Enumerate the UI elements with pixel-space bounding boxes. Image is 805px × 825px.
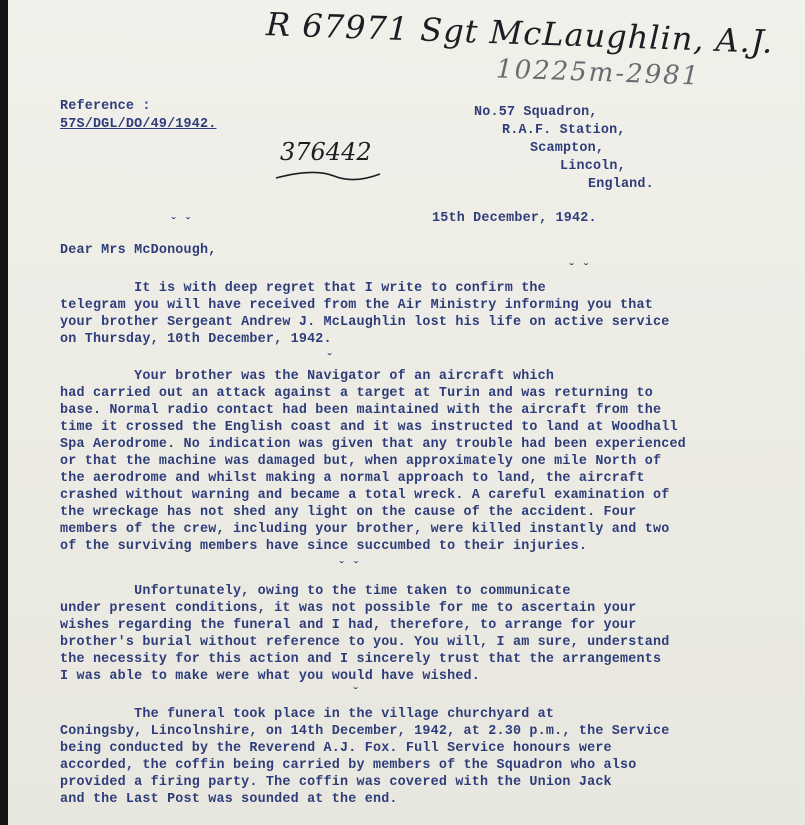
- typewriter-marks: ˇ: [326, 352, 334, 366]
- reference-label: Reference :: [60, 99, 151, 114]
- paragraph-line: Coningsby, Lincolnshire, on 14th December, 1942, at 2.30 p.m., the Service: [60, 724, 670, 739]
- address-line: R.A.F. Station,: [502, 123, 626, 138]
- reference-code: 57S/DGL/DO/49/1942.: [60, 117, 217, 132]
- paragraph-line: provided a firing party. The coffin was covered with the Union Jack: [60, 775, 612, 790]
- paragraph-line: of the surviving members have since succumbed to their injuries.: [60, 539, 588, 554]
- paragraph-line: telegram you will have received from the Air Ministry informing you that: [60, 298, 653, 313]
- address-line: Scampton,: [530, 141, 605, 156]
- paragraph-line: on Thursday, 10th December, 1942.: [60, 332, 332, 347]
- address-line: Lincoln,: [560, 159, 626, 174]
- paragraph-line: under present conditions, it was not possible for me to ascertain your: [60, 601, 637, 616]
- typewriter-marks: ˇ ˇ: [568, 262, 590, 276]
- address-line: No.57 Squadron,: [474, 105, 598, 120]
- paragraph-line: Spa Aerodrome. No indication was given that any trouble had been experienced: [60, 437, 686, 452]
- paragraph-line: your brother Sergeant Andrew J. McLaughlin lost his life on active service: [60, 315, 670, 330]
- handwritten-underline: [274, 168, 384, 184]
- typewriter-marks: ˇ: [352, 686, 360, 700]
- paragraph-line: wishes regarding the funeral and I had, therefore, to arrange for your: [60, 618, 637, 633]
- paragraph-line: Unfortunately, owing to the time taken to communicate: [60, 584, 571, 599]
- salutation: Dear Mrs McDonough,: [60, 243, 217, 258]
- paragraph-line: the wreckage has not shed any light on the cause of the accident. Four: [60, 505, 637, 520]
- paragraph-line: had carried out an attack against a target at Turin and was returning to: [60, 386, 653, 401]
- paragraph-line: I was able to make were what you would have wished.: [60, 669, 481, 684]
- paragraph-line: accorded, the coffin being carried by members of the Squadron who also: [60, 758, 637, 773]
- typewriter-marks: ˇ ˇ: [170, 216, 192, 230]
- paragraph-line: It is with deep regret that I write to confirm the: [60, 281, 546, 296]
- letter-date: 15th December, 1942.: [432, 211, 597, 226]
- handwritten-stamp-number: 376442: [280, 138, 372, 166]
- paragraph-line: or that the machine was damaged but, when approximately one mile North of: [60, 454, 662, 469]
- handwritten-service-line: R 67971 Sgt McLaughlin, A.J.: [265, 5, 775, 61]
- paragraph-line: Your brother was the Navigator of an aircraft which: [60, 369, 555, 384]
- letter-page: [8, 0, 805, 825]
- paragraph-line: the aerodrome and whilst making a normal approach to land, the aircraft: [60, 471, 645, 486]
- address-line: England.: [588, 177, 654, 192]
- paragraph-line: The funeral took place in the village churchyard at: [60, 707, 555, 722]
- typewriter-marks: ˇ ˇ: [338, 560, 360, 574]
- paragraph-line: the necessity for this action and I sincerely trust that the arrangements: [60, 652, 662, 667]
- paragraph-line: brother's burial without reference to you. You will, I am sure, understand: [60, 635, 670, 650]
- paragraph-line: being conducted by the Reverend A.J. Fox. Full Service honours were: [60, 741, 612, 756]
- paragraph-line: and the Last Post was sounded at the end.: [60, 792, 398, 807]
- paragraph-line: time it crossed the English coast and it was instructed to land at Woodhall: [60, 420, 678, 435]
- paragraph-line: crashed without warning and became a total wreck. A careful examination of: [60, 488, 670, 503]
- paragraph-line: base. Normal radio contact had been maintained with the aircraft from the: [60, 403, 662, 418]
- handwritten-file-note: 10225m-2981: [495, 54, 701, 92]
- paragraph-line: members of the crew, including your brother, were killed instantly and two: [60, 522, 670, 537]
